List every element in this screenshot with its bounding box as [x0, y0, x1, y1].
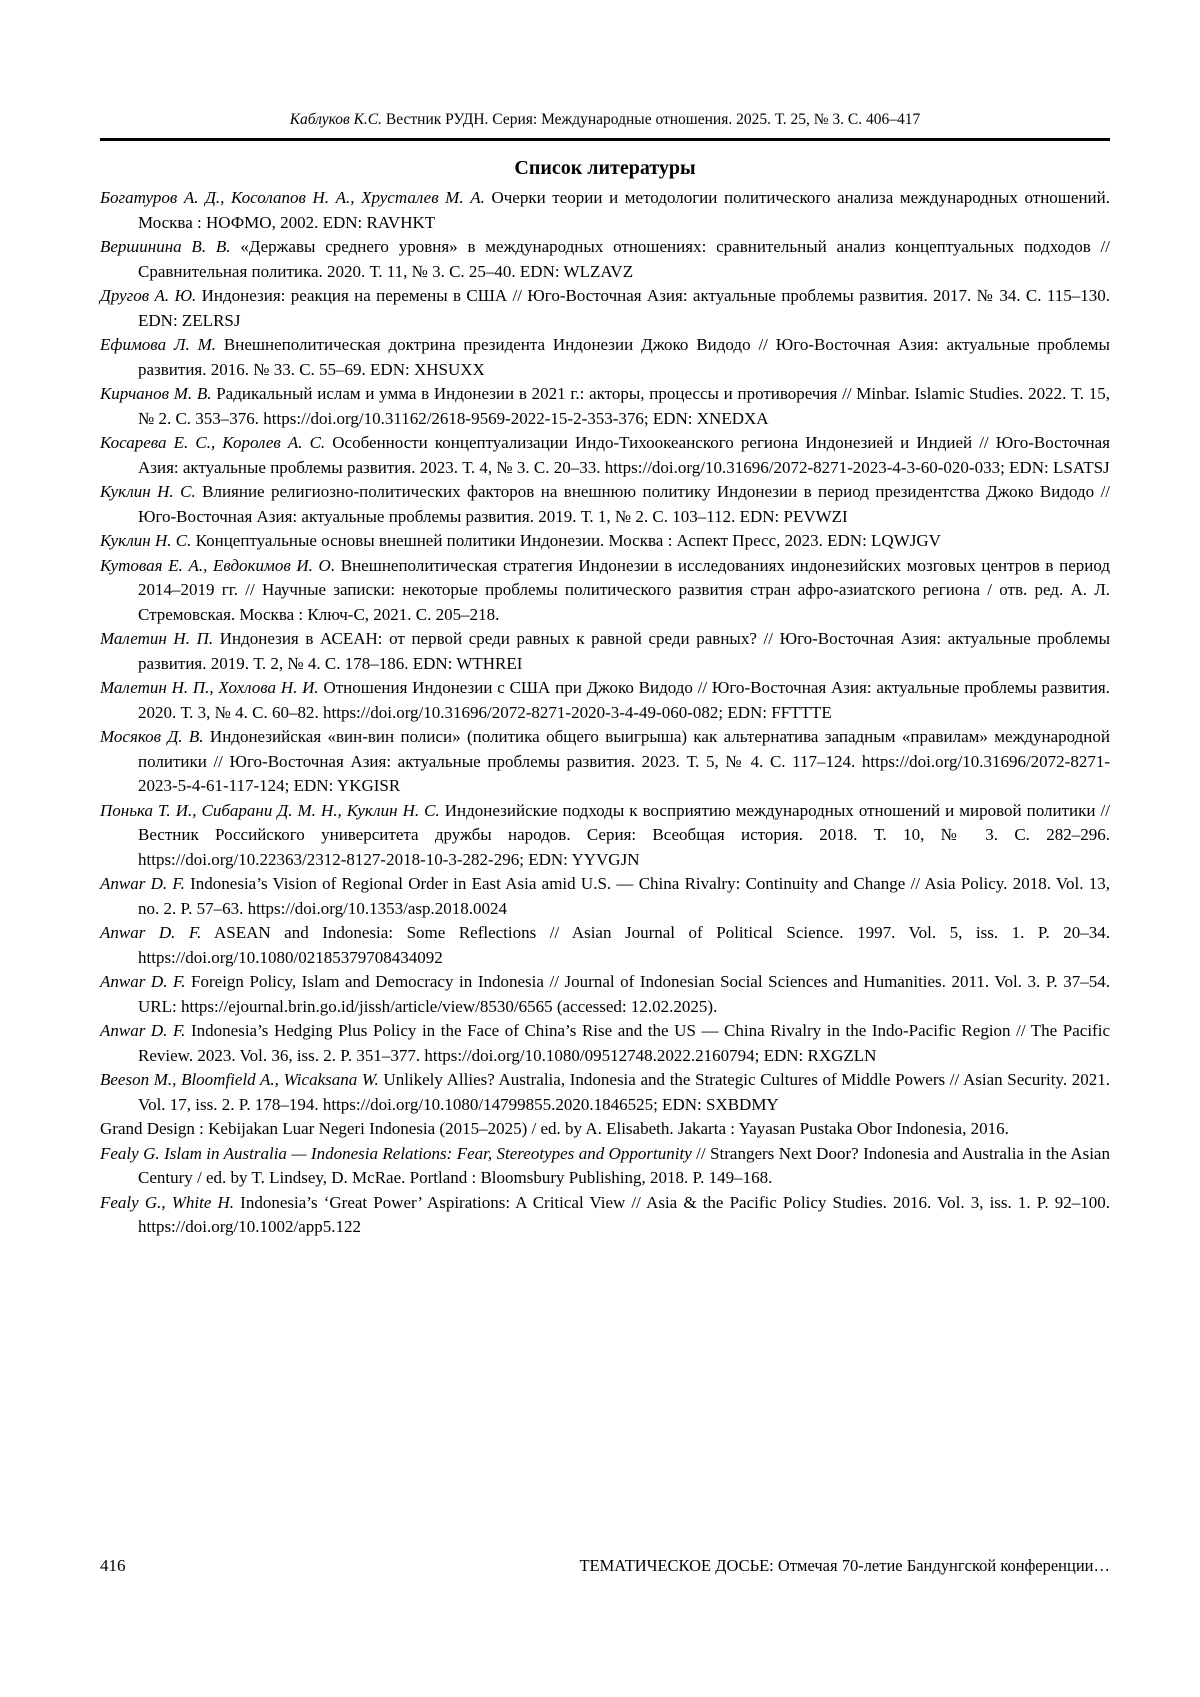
- running-header-text: Вестник РУДН. Серия: Международные отношения. 2025. Т. 25, № 3. С. 406–417: [382, 111, 921, 128]
- reference-authors: Куклин Н. С.: [100, 531, 192, 550]
- reference-text: Grand Design : Kebijakan Luar Negeri Indonesia (2015–2025) / ed. by A. Elisabeth. Jakarta : Yayasan Pustaka Obor Indonesia, 2016.: [100, 1119, 1009, 1138]
- reference-authors: Малетин Н. П.: [100, 629, 214, 648]
- reference-text: Unlikely Allies? Australia, Indonesia and the Strategic Cultures of Middle Powers // Asian Security. 2021. Vol. 17, iss. 2. P. 178–194. https://doi.org/10.1080/14799855.2020.1846525; EDN: SXBDMY: [138, 1070, 1110, 1114]
- reference-authors: Beeson M., Bloomfield A., Wicaksana W.: [100, 1070, 379, 1089]
- section-title: Список литературы: [514, 157, 696, 179]
- reference-item: [100, 921, 1110, 970]
- reference-authors: Anwar D. F.: [100, 1021, 186, 1040]
- reference-item: [100, 529, 1110, 554]
- reference-authors: Вершинина В. В.: [100, 237, 231, 256]
- reference-text: Отношения Индонезии с США при Джоко Видодо // Юго-Восточная Азия: актуальные проблемы развития. 2020. Т. 3, № 4. С. 60–82. https://doi.org/10.31696/2072-8271-2020-3-4-49-060-082; EDN: FFTTTE: [138, 678, 1110, 722]
- reference-text: Радикальный ислам и умма в Индонезии в 2021 г.: акторы, процессы и противоречия // Minbar. Islamic Studies. 2022. Т. 15, № 2. С. 353–376. https://doi.org/10.31162/2618-9569-2022-15-2-353-376; EDN: XNEDXA: [138, 384, 1110, 428]
- reference-authors: Fealy G., White H.: [100, 1192, 235, 1212]
- reference-item: [100, 627, 1110, 676]
- reference-item: [100, 1117, 1110, 1142]
- reference-text: Влияние религиозно-политических факторов на внешнюю политику Индонезии в период президентства Джоко Видодо // Юго-Восточная Азия: актуальные проблемы развития. 2019. Т. 1, № 2. С. 103–112. EDN: PEVWZI: [138, 482, 1111, 526]
- reference-text: Indonesia’s ‘Great Power’ Aspirations: A Critical View // Asia & the Pacific Policy Studies. 2016. Vol. 3, iss. 1. P. 92–100. https://doi.org/10.1002/app5.122: [138, 1192, 1110, 1236]
- reference-item: [100, 1068, 1110, 1117]
- reference-authors: Мосяков Д. В.: [100, 727, 204, 746]
- reference-text: Очерки теории и методологии политического анализа международных отношений. Москва : НОФМО, 2002. EDN: RAVHKT: [138, 188, 1110, 232]
- reference-item: [100, 554, 1110, 628]
- reference-text: «Державы среднего уровня» в международных отношениях: сравнительный анализ концептуальных подходов // Сравнительная политика. 2020. Т. 11, № 3. С. 25–40. EDN: WLZAVZ: [138, 237, 1110, 281]
- reference-authors: Anwar D. F.: [100, 972, 186, 991]
- reference-list: [100, 186, 1110, 1240]
- reference-text: // Strangers Next Door? Indonesia and Australia in the Asian Century / ed. by T. Lindsey, D. McRae. Portland : Bloomsbury Publishing, 2018. P. 149–168.: [138, 1143, 1110, 1187]
- reference-item: [100, 333, 1110, 382]
- reference-authors: Богатуров А. Д., Косолапов Н. А., Хрусталев М. А.: [100, 188, 485, 207]
- reference-item: [100, 382, 1110, 431]
- reference-authors: Куклин Н. С.: [100, 482, 196, 501]
- reference-item: [100, 480, 1110, 529]
- reference-authors: Косарева Е. С., Королев А. С.: [100, 433, 326, 452]
- reference-item: [100, 431, 1110, 480]
- reference-authors: Fealy G. Islam in Australia — Indonesia Relations: Fear, Stereotypes and Opportunity: [100, 1143, 692, 1163]
- reference-item: [100, 1142, 1110, 1191]
- reference-item: [100, 725, 1110, 799]
- reference-item: [100, 872, 1110, 921]
- running-header: [100, 110, 1110, 130]
- reference-item: [100, 284, 1110, 333]
- reference-item: [100, 970, 1110, 1019]
- reference-text: Индонезия в АСЕАН: от первой среди равных к равной среди равных? // Юго-Восточная Азия: актуальные проблемы развития. 2019. Т. 2, № 4. С. 178–186. EDN: WTHREI: [138, 629, 1110, 673]
- reference-text: Особенности концептуализации Индо-Тихоокеанского региона Индонезией и Индией // Юго-Восточная Азия: актуальные проблемы развития. 2023. Т. 4, № 3. С. 20–33. https://doi.org/10.31696/2072-8271-2023-4-3-60-020-033; EDN: LSATSJ: [138, 433, 1111, 477]
- reference-text: Indonesia’s Hedging Plus Policy in the Face of China’s Rise and the US — China Rivalry in the Indo-Pacific Region // The Pacific Review. 2023. Vol. 36, iss. 2. P. 351–377. https://doi.org/10.1080/09512748.2022.2160794; EDN: RXGZLN: [138, 1021, 1110, 1065]
- reference-authors: Другов А. Ю.: [100, 286, 197, 305]
- reference-authors: Кирчанов М. В.: [100, 384, 212, 403]
- reference-text: Внешнеполитическая стратегия Индонезии в исследованиях индонезийских мозговых центров в период 2014–2019 гг. // Научные записки: некоторые проблемы политического развития стран афро-азиатского региона / отв. ред. А. Л. Стремовская. Москва : Ключ-С, 2021. С. 205–218.: [138, 555, 1110, 624]
- reference-item: [100, 1191, 1110, 1240]
- reference-text: Концептуальные основы внешней политики Индонезии. Москва : Аспект Пресс, 2023. EDN: LQWJGV: [191, 531, 941, 550]
- reference-authors: Кутовая Е. А., Евдокимов И. О.: [100, 555, 336, 575]
- reference-item: [100, 676, 1110, 725]
- reference-text: Внешнеполитическая доктрина президента Индонезии Джоко Видодо // Юго-Восточная Азия: актуальные проблемы развития. 2016. № 33. С. 55–69. EDN: XHSUXX: [138, 335, 1110, 379]
- reference-text: Индонезийская «вин-вин полиси» (политика общего выигрыша) как альтернатива западным «правилам» международной политики // Юго-Восточная Азия: актуальные проблемы развития. 2023. Т. 5, № 4. С. 117–124. https://doi.org/10.31696/2072-8271-2023-5-4-61-117-124; EDN: YKGISR: [138, 727, 1110, 795]
- reference-text: Индонезийские подходы к восприятию международных отношений и мировой политики // Вестник Российского университета дружбы народов. Серия: Всеобщая история. 2018. Т. 10, № 3. С. 282–296. https://doi.org/10.22363/2312-8127-2018-10-3-282-296; EDN: YYVGJN: [138, 800, 1110, 869]
- reference-text: ASEAN and Indonesia: Some Reflections // Asian Journal of Political Science. 1997. Vol. 5, iss. 1. P. 20–34. https://doi.org/10.1080/02185379708434092: [138, 923, 1110, 967]
- reference-authors: Anwar D. F.: [100, 923, 202, 942]
- reference-authors: Малетин Н. П., Хохлова Н. И.: [100, 678, 319, 697]
- footer-running-title: ТЕМАТИЧЕСКОЕ ДОСЬЕ: Отмечая 70-летие Бандунгской конференции…: [579, 1556, 1110, 1575]
- running-header-author: Каблуков К.С.: [289, 111, 383, 128]
- reference-item: [100, 1019, 1110, 1068]
- page-footer: [100, 1555, 1110, 1577]
- page-number: 416: [100, 1556, 126, 1575]
- reference-text: Indonesia’s Vision of Regional Order in East Asia amid U.S. — China Rivalry: Continuity and Change // Asia Policy. 2018. Vol. 13, no. 2. P. 57–63. https://doi.org/10.1353/asp.2018.0024: [138, 874, 1110, 918]
- reference-item: [100, 235, 1110, 284]
- reference-text: Foreign Policy, Islam and Democracy in Indonesia // Journal of Indonesian Social Sciences and Humanities. 2011. Vol. 3. P. 37–54. URL: https://ejournal.brin.go.id/jissh/article/view/8530/6565 (accessed: 12.02.2025).: [138, 972, 1110, 1016]
- reference-authors: Понька Т. И., Сибарани Д. М. Н., Куклин Н. С.: [100, 800, 440, 820]
- reference-text: Индонезия: реакция на перемены в США // Юго-Восточная Азия: актуальные проблемы развития. 2017. № 34. С. 115–130. EDN: ZELRSJ: [138, 286, 1110, 330]
- reference-authors: Ефимова Л. М.: [100, 335, 217, 354]
- reference-item: [100, 799, 1110, 873]
- header-rule: [100, 138, 1110, 141]
- reference-authors: Anwar D. F.: [100, 874, 185, 893]
- reference-item: [100, 186, 1110, 235]
